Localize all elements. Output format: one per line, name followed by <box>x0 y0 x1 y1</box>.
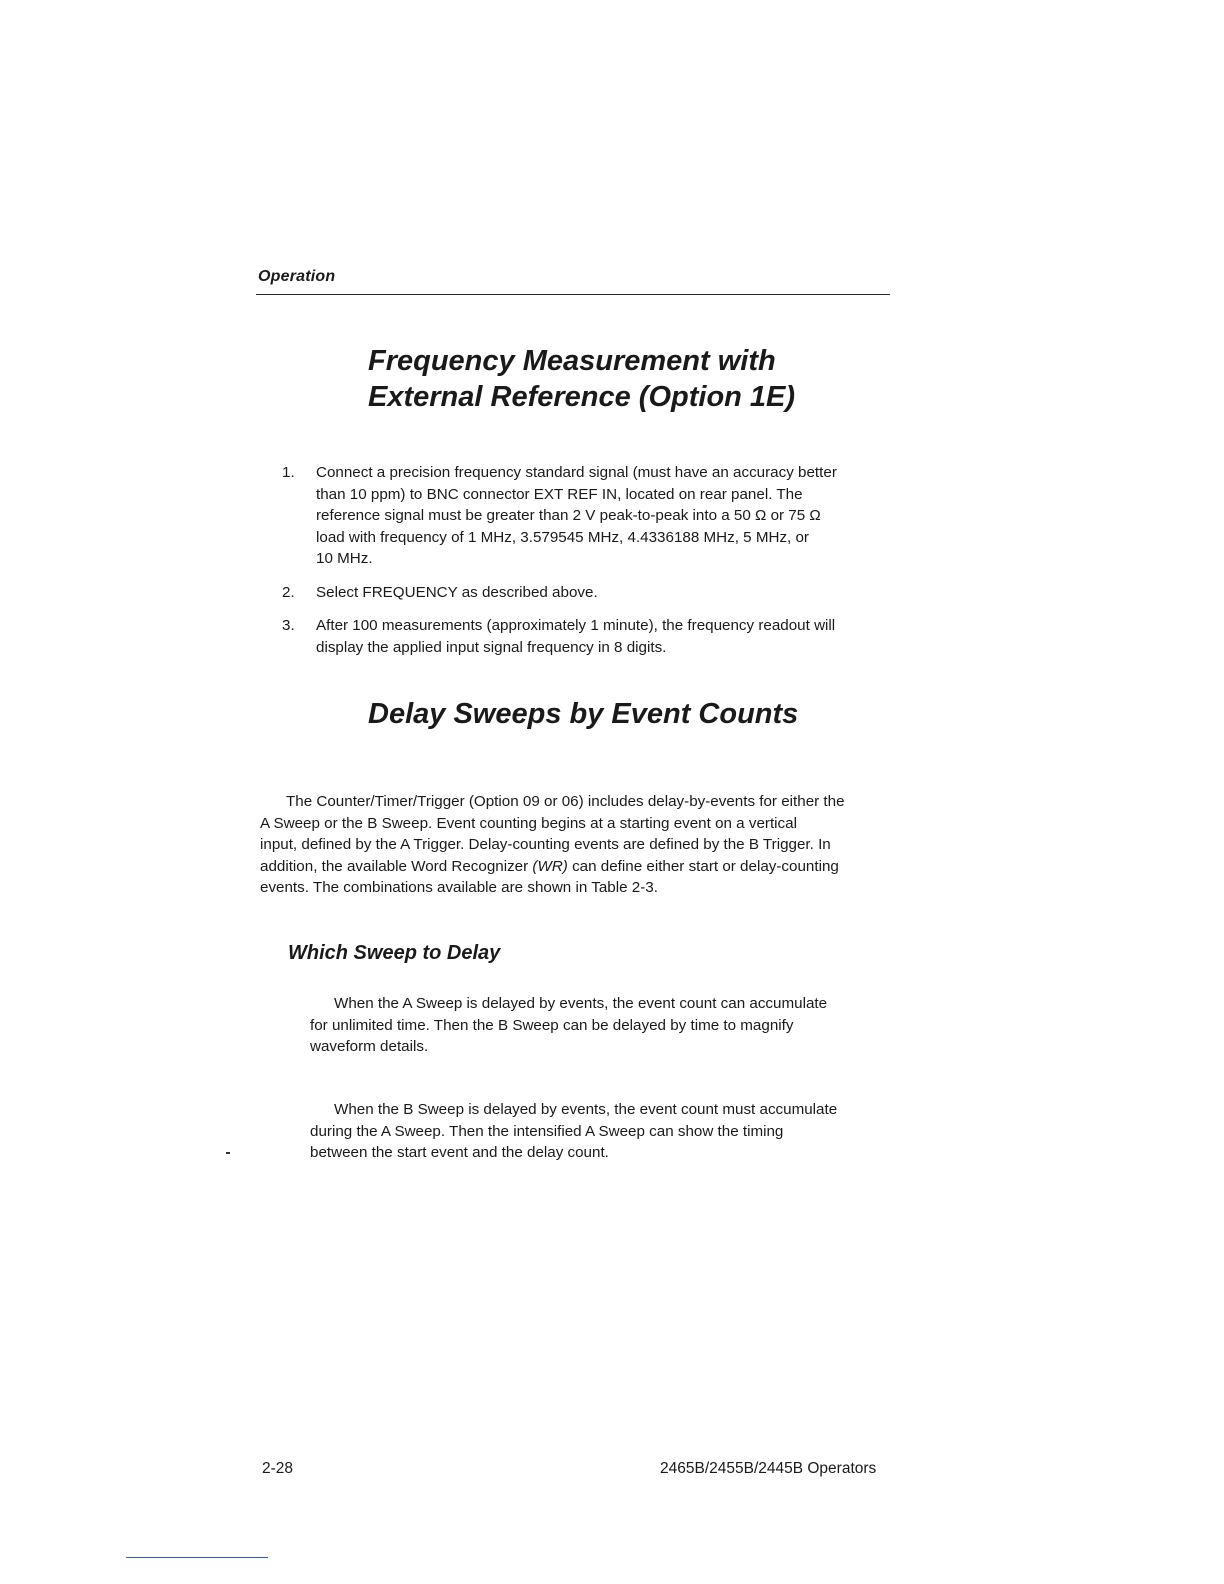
step-item <box>282 462 882 570</box>
section-title-frequency-measurement <box>368 343 795 415</box>
title-line-1: Frequency Measurement with <box>368 345 776 377</box>
step-text-line: Select FREQUENCY as described above. <box>316 583 598 601</box>
paragraph-b-sweep <box>310 1099 890 1164</box>
header-rule <box>256 294 890 295</box>
paragraph-line: input, defined by the A Trigger. Delay-counting events are defined by the B Trigger. In <box>260 836 831 853</box>
section-title-delay-sweeps: Delay Sweeps by Event Counts <box>368 698 799 730</box>
paragraph-line: events. The combinations available are shown in Table 2-3. <box>260 879 658 896</box>
paragraph-a-sweep <box>310 993 882 1058</box>
paragraph-line: When the B Sweep is delayed by events, the event count must accumulate <box>334 1101 838 1118</box>
paragraph-line: during the A Sweep. Then the intensified A Sweep can show the timing <box>310 1122 784 1140</box>
step-number: 2. <box>282 583 295 601</box>
paragraph-line: The Counter/Timer/Trigger (Option 09 or 06) includes delay-by-events for either the <box>286 793 845 810</box>
step-number: 1. <box>282 464 295 481</box>
step-text-line: reference signal must be greater than 2 V peak-to-peak into a 50 Ω or 75 Ω <box>316 507 821 524</box>
paragraph-line: waveform details. <box>310 1038 429 1055</box>
paragraph-line: can define either start or delay-counting <box>567 857 839 875</box>
step-text-line: Connect a precision frequency standard signal (must have an accuracy better <box>316 464 837 481</box>
page-number: 2-28 <box>262 1460 294 1477</box>
intro-paragraph <box>260 791 892 899</box>
bottom-edge-rule <box>126 1557 268 1558</box>
manual-title: 2465B/2455B/2445B Operators <box>660 1460 877 1477</box>
paragraph-line: for unlimited time. Then the B Sweep can be delayed by time to magnify <box>310 1016 794 1034</box>
step-item <box>282 615 882 658</box>
step-number: 3. <box>282 617 295 634</box>
title-line-2: External Reference (Option 1E) <box>368 381 796 413</box>
running-head: Operation <box>258 268 336 285</box>
paragraph-line: When the A Sweep is delayed by events, the event count can accumulate <box>334 995 828 1012</box>
step-text-line: 10 MHz. <box>316 550 373 567</box>
step-text-line: display the applied input signal frequency in 8 digits. <box>316 638 667 656</box>
scan-artifact-mark <box>226 1152 230 1154</box>
step-item <box>282 582 882 604</box>
paragraph-line: A Sweep or the B Sweep. Event counting begins at a starting event on a vertical <box>260 814 797 832</box>
step-text-line: After 100 measurements (approximately 1 minute), the frequency readout will <box>316 617 836 634</box>
paragraph-line: between the start event and the delay count. <box>310 1144 609 1161</box>
step-text-line: load with frequency of 1 MHz, 3.579545 MHz, 4.4336188 MHz, 5 MHz, or <box>316 528 809 546</box>
paragraph-line: addition, the available Word Recognizer <box>260 857 533 875</box>
subsection-title-which-sweep: Which Sweep to Delay <box>288 942 501 964</box>
step-text-line: than 10 ppm) to BNC connector EXT REF IN, located on rear panel. The <box>316 485 803 503</box>
word-recognizer-abbrev: (WR) <box>532 857 568 875</box>
procedure-steps <box>282 462 882 670</box>
